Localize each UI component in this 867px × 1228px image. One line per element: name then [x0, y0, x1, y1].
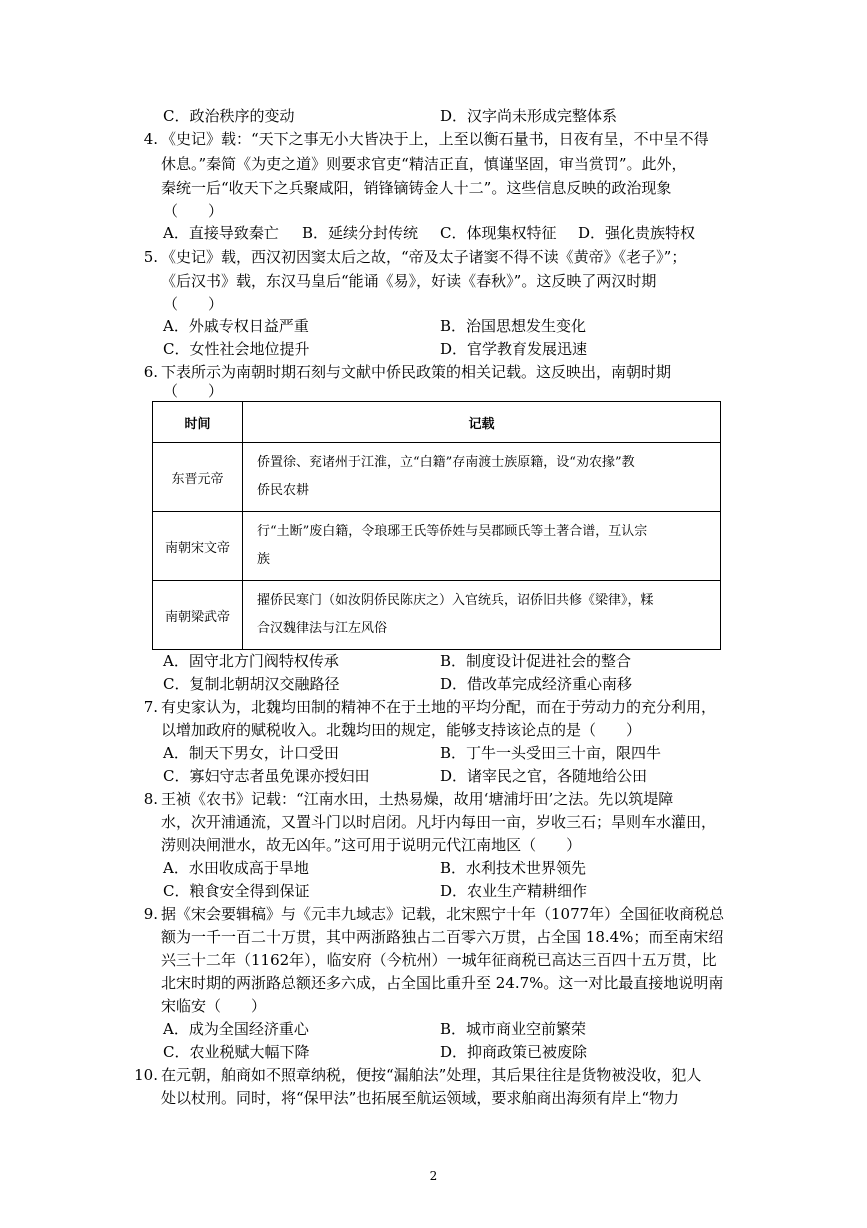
q9-line-1: 据《宋会要辑稿》与《元丰九域志》记载，北宋熙宁十年（1077年）全国征收商税总 — [161, 905, 725, 923]
q8-option-a: A．水田收成高于旱地 — [163, 859, 309, 877]
q9-line-4: 北宋时期的两浙路总额还多六成，占全国比重升至 24.7%。这一对比最直接地说明南 — [161, 974, 724, 992]
q10-line-2: 处以杖刑。同时，将“保甲法”也拓展至航运领域，要求舶商出海须有岸上“物力 — [161, 1089, 680, 1107]
q8-option-d: D．农业生产精耕细作 — [440, 882, 588, 900]
q9-option-d: D．抑商政策已被废除 — [440, 1043, 588, 1061]
q6-number: 6. — [143, 363, 158, 381]
row-record-line: 行“土断”废白籍，令琅琊王氏等侨姓与吴郡顾氏等土著合谱，互认宗 — [257, 524, 648, 539]
policy-record-table — [152, 401, 721, 650]
q7-option-c: C．寡妇守志者虽免课亦授妇田 — [163, 767, 370, 785]
q7-option-a: A．制天下男女，计口受田 — [163, 744, 339, 762]
q7-option-b: B．丁牛一头受田三十亩，限四牛 — [440, 744, 662, 762]
table-header-row — [153, 402, 721, 443]
row-record — [243, 443, 721, 512]
table-row — [153, 512, 721, 581]
q8-option-c: C．粮食安全得到保证 — [163, 882, 310, 900]
q9-line-2: 额为一千一百二十万贯，其中两浙路独占二百零六万贯，占全国 18.4%；而至南宋绍 — [161, 928, 724, 946]
row-record-line: 侨民农耕 — [257, 483, 310, 498]
row-time: 南朝宋文帝 — [153, 512, 243, 581]
q3-option-c: C．政治秩序的变动 — [163, 107, 295, 125]
q8-line-2: 水，次开浦通流，又置斗门以时启闭。凡圩内每田一亩，岁收三石；旱则车水灌田， — [161, 813, 717, 831]
row-time: 东晋元帝 — [153, 443, 243, 512]
q4-line-1: 《史记》载：“天下之事无小大皆决于上，上至以衡石量书，日夜有呈，不中呈不得 — [161, 130, 709, 148]
table-row — [153, 443, 721, 512]
q8-number: 8. — [143, 790, 158, 808]
q9-option-a: A．成为全国经济重心 — [163, 1020, 309, 1038]
q9-line-5: 宋临安（ ） — [161, 997, 267, 1015]
q7-line-2: 以增加政府的赋税收入。北魏均田的规定，能够支持该论点的是（ ） — [161, 721, 642, 739]
row-record — [243, 512, 721, 581]
q5-option-c: C．女性社会地位提升 — [163, 340, 310, 358]
q5-option-d: D．官学教育发展迅速 — [440, 340, 588, 358]
q10-line-1: 在元朝，舶商如不照章纳税，便按“漏舶法”处理，其后果往往是货物被没收，犯人 — [161, 1066, 702, 1084]
q8-option-b: B．水利技术世界领先 — [440, 859, 587, 877]
q5-blank: （ ） — [163, 295, 224, 313]
q4-number: 4. — [143, 130, 158, 148]
row-time: 南朝梁武帝 — [153, 581, 243, 650]
q5-option-b: B．治国思想发生变化 — [440, 317, 587, 335]
q5-option-a: A．外戚专权日益严重 — [163, 317, 309, 335]
q4-line-3: 秦统一后“收天下之兵聚咸阳，销锋镝铸金人十二”。这些信息反映的政治现象 — [161, 179, 672, 197]
row-record-line: 族 — [257, 552, 271, 567]
q6-option-a: A．固守北方门阀特权传承 — [163, 652, 339, 670]
q4-blank: （ ） — [163, 202, 224, 220]
q9-option-b: B．城市商业空前繁荣 — [440, 1020, 587, 1038]
q8-line-3: 涝则决闸泄水，故无凶年。”这可用于说明元代江南地区（ ） — [161, 836, 582, 854]
header-record: 记载 — [243, 402, 721, 443]
table-row — [153, 581, 721, 650]
q9-line-3: 兴三十二年（1162年），临安府（今杭州）一城年征商税已高达三百四十五万贯，比 — [161, 951, 717, 969]
q4-option-a: A．直接导致秦亡 — [163, 224, 279, 242]
q9-option-c: C．农业税赋大幅下降 — [163, 1043, 310, 1061]
q3-option-d: D．汉字尚未形成完整体系 — [440, 107, 618, 125]
q4-option-d: D．强化贵族特权 — [578, 224, 696, 242]
q6-option-b: B．制度设计促进社会的整合 — [440, 652, 632, 670]
q6-line-1: 下表所示为南朝时期石刻与文献中侨民政策的相关记载。这反映出，南朝时期 — [161, 363, 672, 381]
page-number: 2 — [429, 1169, 438, 1183]
q4-option-b: B．延续分封传统 — [302, 224, 419, 242]
q4-line-2: 休息。”秦简《为吏之道》则要求官吏“精洁正直，慎谨坚固，审当赏罚”。此外， — [161, 155, 687, 173]
q7-number: 7. — [143, 698, 158, 716]
row-record-line: 侨置徐、兖诸州于江淮，立“白籍”存南渡士族原籍，设“劝农掾”教 — [257, 455, 635, 470]
q10-number: 10. — [134, 1066, 158, 1084]
header-time: 时间 — [153, 402, 243, 443]
q5-line-1: 《史记》载，西汉初因窦太后之故，“帝及太子诸窦不得不读《黄帝》《老子》”； — [161, 248, 687, 266]
row-record-line: 擢侨民寒门（如汝阴侨民陈庆之）入官统兵，诏侨旧共修《梁律》，糅 — [257, 593, 654, 608]
q8-line-1: 王祯《农书》记载：“江南水田，土热易燥，故用‘塘浦圩田’之法。先以筑堤障 — [161, 790, 674, 808]
q6-option-c: C．复制北朝胡汉交融路径 — [163, 675, 340, 693]
q7-option-d: D．诸宰民之官，各随地给公田 — [440, 767, 648, 785]
row-record-line: 合汉魏律法与江左风俗 — [257, 621, 388, 636]
row-record — [243, 581, 721, 650]
q5-number: 5. — [143, 248, 158, 266]
q6-option-d: D．借改革完成经济重心南移 — [440, 675, 633, 693]
q4-option-c: C．体现集权特征 — [440, 224, 557, 242]
q5-line-2: 《后汉书》载，东汉马皇后“能诵《易》，好读《春秋》”。这反映了两汉时期 — [161, 272, 657, 290]
q6-blank: （ ） — [163, 382, 224, 400]
q9-number: 9. — [143, 905, 158, 923]
q7-line-1: 有史家认为，北魏均田制的精神不在于土地的平均分配，而在于劳动力的充分利用， — [161, 698, 717, 716]
